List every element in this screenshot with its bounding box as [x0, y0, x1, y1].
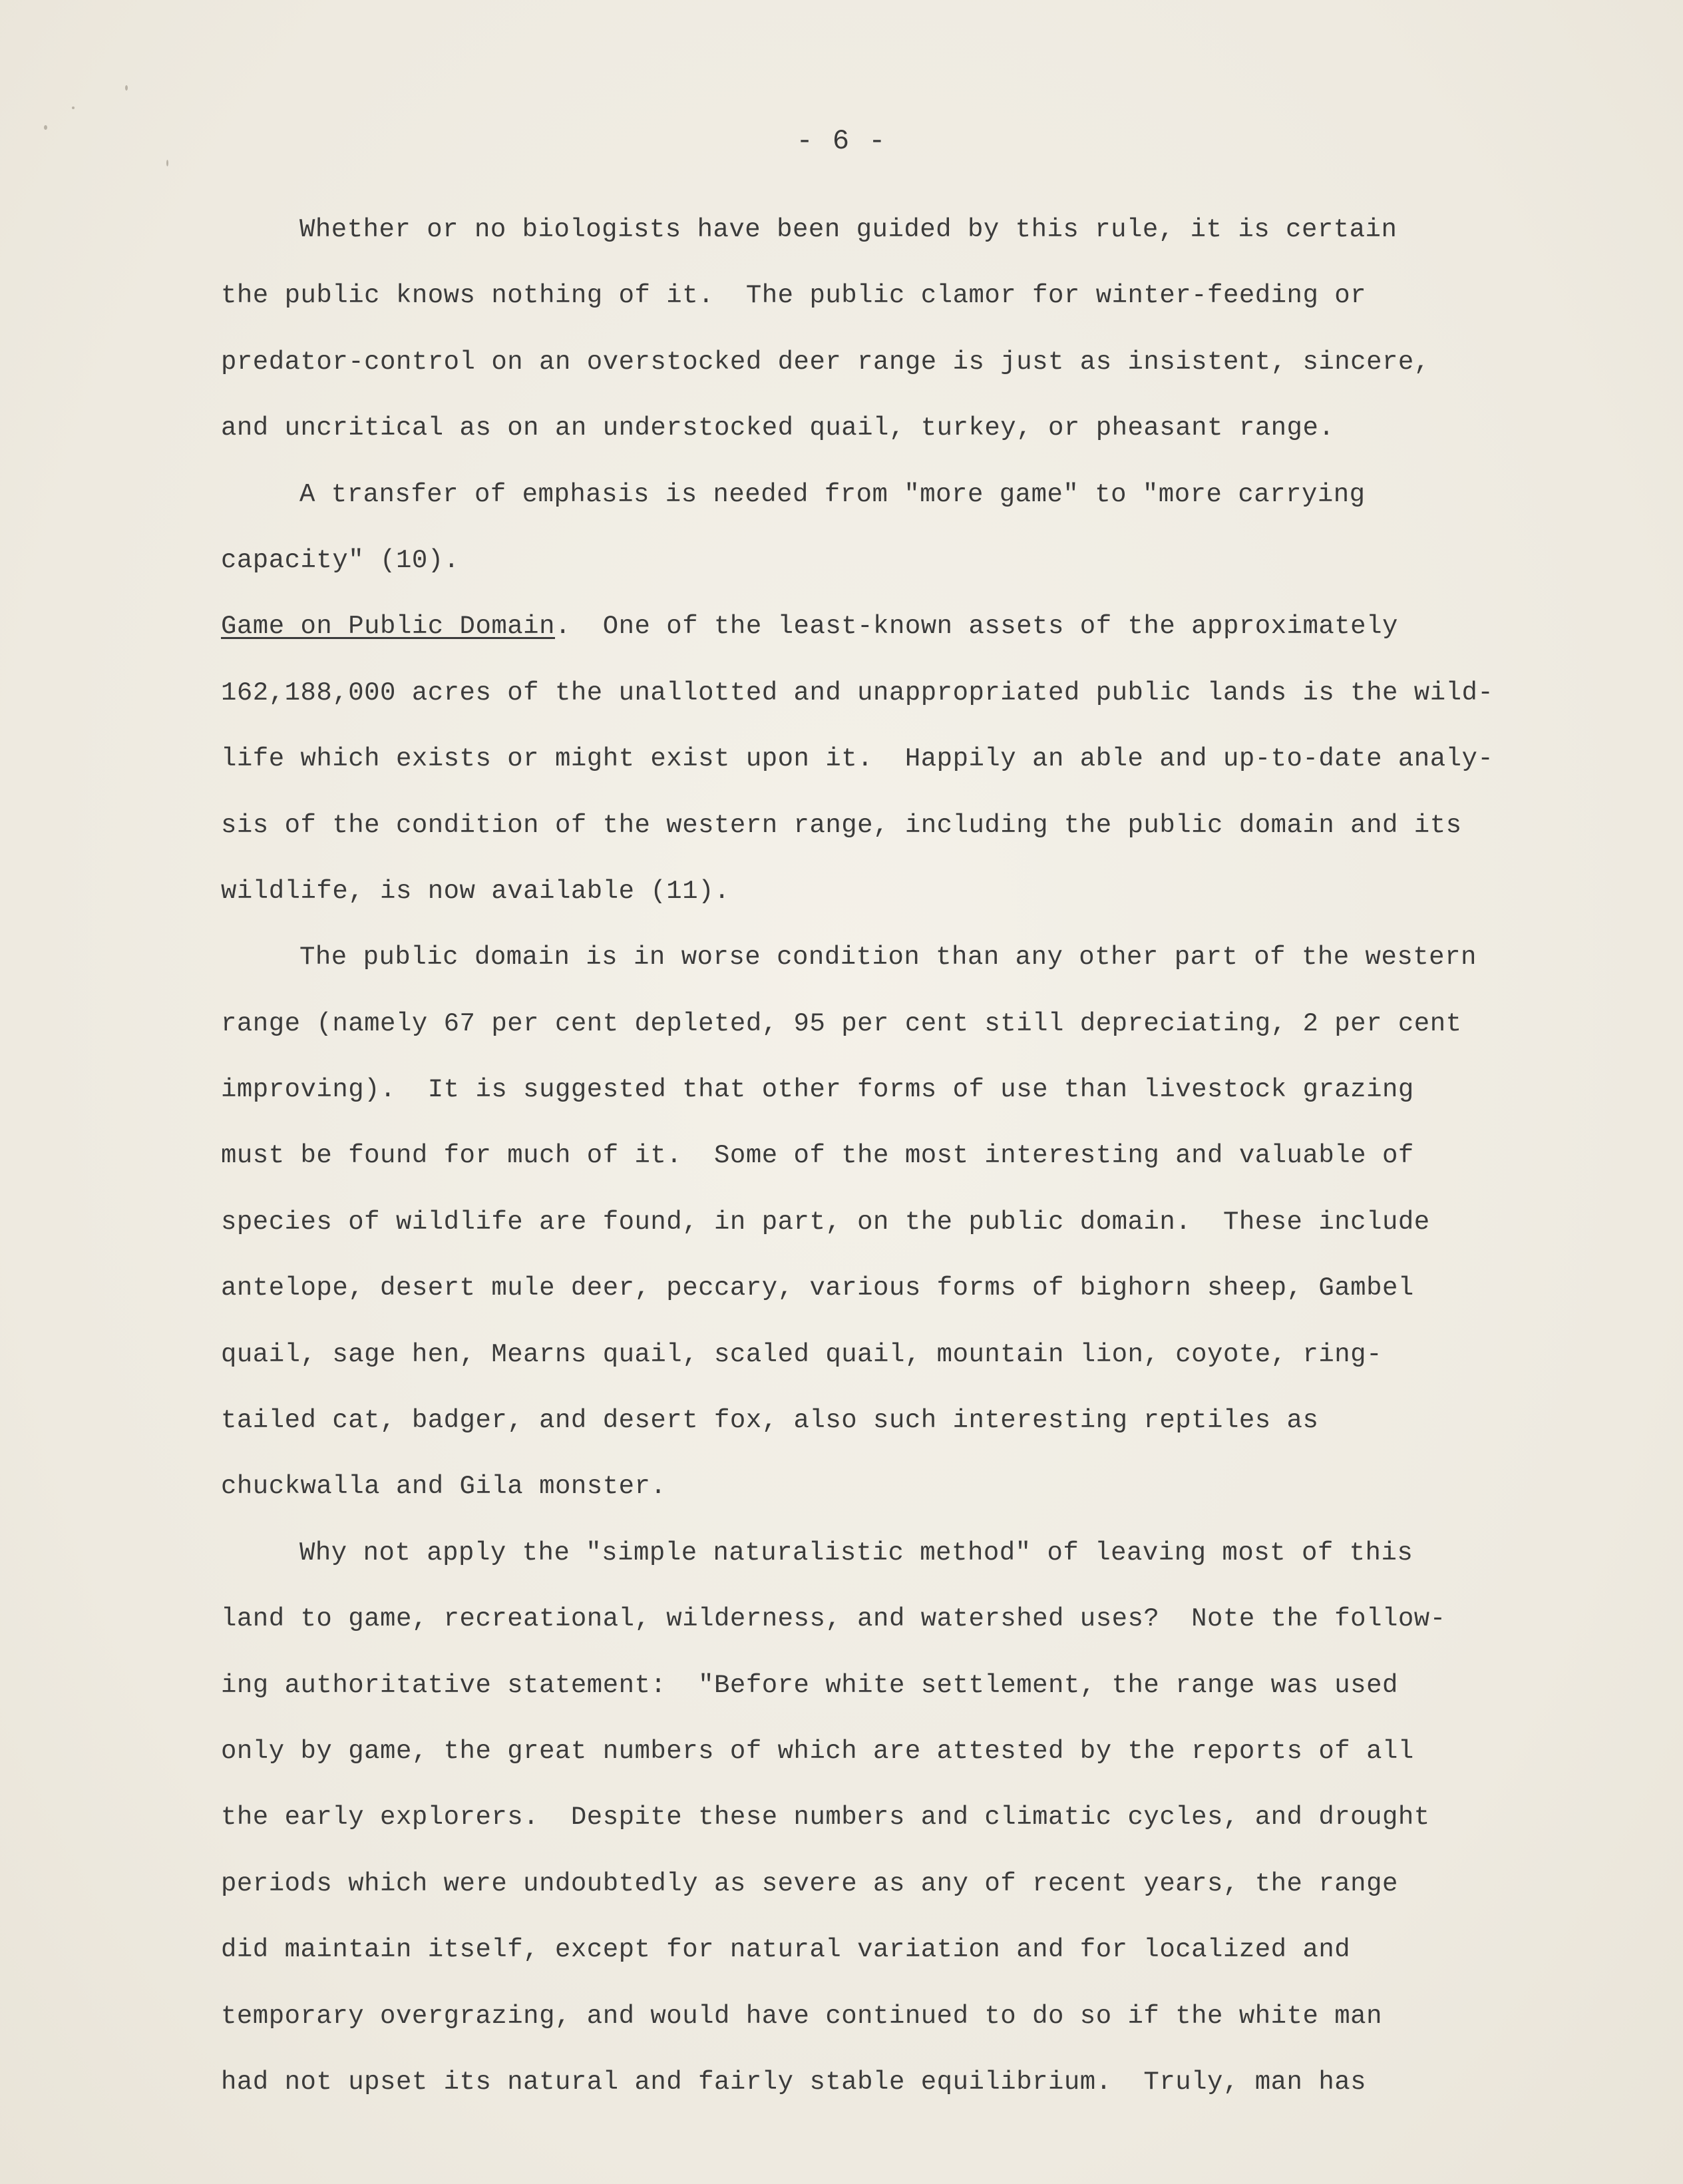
line-text: and uncritical as on an understocked quail, turkey, or pheasant range.	[221, 413, 1335, 443]
section-heading: Game on Public Domain	[221, 612, 555, 642]
text-line	[221, 1190, 1552, 1255]
line-text: the public knows nothing of it. The public clamor for winter-feeding or	[221, 281, 1367, 311]
line-text: antelope, desert mule deer, peccary, various forms of bighorn sheep, Gambel	[221, 1273, 1414, 1303]
text-line	[221, 2050, 1552, 2115]
text-line	[221, 528, 1552, 594]
text-line	[221, 1586, 1552, 1652]
line-text: tailed cat, badger, and desert fox, also such interesting reptiles as	[221, 1406, 1319, 1436]
text-line	[221, 1454, 1552, 1520]
line-text: did maintain itself, except for natural variation and for localized and	[221, 1935, 1351, 1965]
line-text: . One of the least-known assets of the approximately	[554, 612, 1398, 642]
line-text: land to game, recreational, wilderness, and watershed uses? Note the follow-	[221, 1604, 1446, 1634]
text-line	[221, 1851, 1552, 1917]
paper-speck	[72, 107, 75, 109]
text-line	[221, 859, 1552, 925]
line-text: range (namely 67 per cent depleted, 95 per cent still depreciating, 2 per cent	[221, 1008, 1462, 1038]
text-line	[221, 1123, 1552, 1189]
text-line	[221, 594, 1552, 660]
line-text: predator-control on an overstocked deer range is just as insistent, sincere,	[221, 347, 1430, 377]
line-text: improving). It is suggested that other forms of use than livestock grazing	[221, 1075, 1414, 1105]
text-line	[221, 1388, 1552, 1454]
line-text: had not upset its natural and fairly stable equilibrium. Truly, man has	[221, 2067, 1367, 2097]
text-line	[221, 462, 1552, 528]
line-text: temporary overgrazing, and would have continued to do so if the white man	[221, 2001, 1382, 2031]
line-text: must be found for much of it. Some of the most interesting and valuable of	[221, 1141, 1414, 1171]
text-line	[221, 395, 1552, 461]
text-line	[221, 1255, 1552, 1321]
line-text: Why not apply the "simple naturalistic method" of leaving most of this	[299, 1538, 1413, 1568]
text-line	[221, 1917, 1552, 1983]
text-line	[221, 329, 1552, 395]
line-text: the early explorers. Despite these numbers and climatic cycles, and drought	[221, 1803, 1430, 1833]
text-line	[221, 1520, 1552, 1586]
text-line	[221, 1057, 1552, 1123]
line-text: 162,188,000 acres of the unallotted and unappropriated public lands is the wild-	[221, 678, 1494, 708]
line-text: A transfer of emphasis is needed from "more game" to "more carrying	[299, 479, 1366, 509]
text-line	[221, 1322, 1552, 1388]
line-text: only by game, the great numbers of which are attested by the reports of all	[221, 1736, 1414, 1766]
text-line	[221, 660, 1552, 726]
text-line	[221, 726, 1552, 792]
line-text: Whether or no biologists have been guided by this rule, it is certain	[299, 215, 1398, 244]
line-text: ing authoritative statement: "Before white settlement, the range was used	[221, 1670, 1398, 1700]
line-text: life which exists or might exist upon it. Happily an able and up-to-date analy-	[221, 744, 1494, 774]
text-line	[221, 925, 1552, 990]
text-line	[221, 1785, 1552, 1851]
text-line	[221, 991, 1552, 1057]
page-number: - 6 -	[796, 125, 887, 157]
line-text: quail, sage hen, Mearns quail, scaled quail, mountain lion, coyote, ring-	[221, 1339, 1382, 1369]
text-line	[221, 793, 1552, 859]
line-text: species of wildlife are found, in part, on the public domain. These include	[221, 1207, 1430, 1237]
text-line	[221, 1984, 1552, 2050]
text-line	[221, 263, 1552, 329]
text-line	[221, 1653, 1552, 1719]
line-text: The public domain is in worse condition than any other part of the western	[299, 943, 1477, 973]
line-text: wildlife, is now available (11).	[221, 876, 730, 906]
paper-speck	[125, 85, 128, 91]
body-text	[221, 197, 1552, 2115]
line-text: sis of the condition of the western range, including the public domain and its	[221, 810, 1462, 840]
line-text: capacity" (10).	[221, 545, 460, 575]
line-text: periods which were undoubtedly as severe as any of recent years, the range	[221, 1868, 1398, 1898]
line-text: chuckwalla and Gila monster.	[221, 1472, 667, 1502]
text-line	[221, 197, 1552, 263]
text-line	[221, 1719, 1552, 1785]
paper-speck	[166, 160, 168, 166]
